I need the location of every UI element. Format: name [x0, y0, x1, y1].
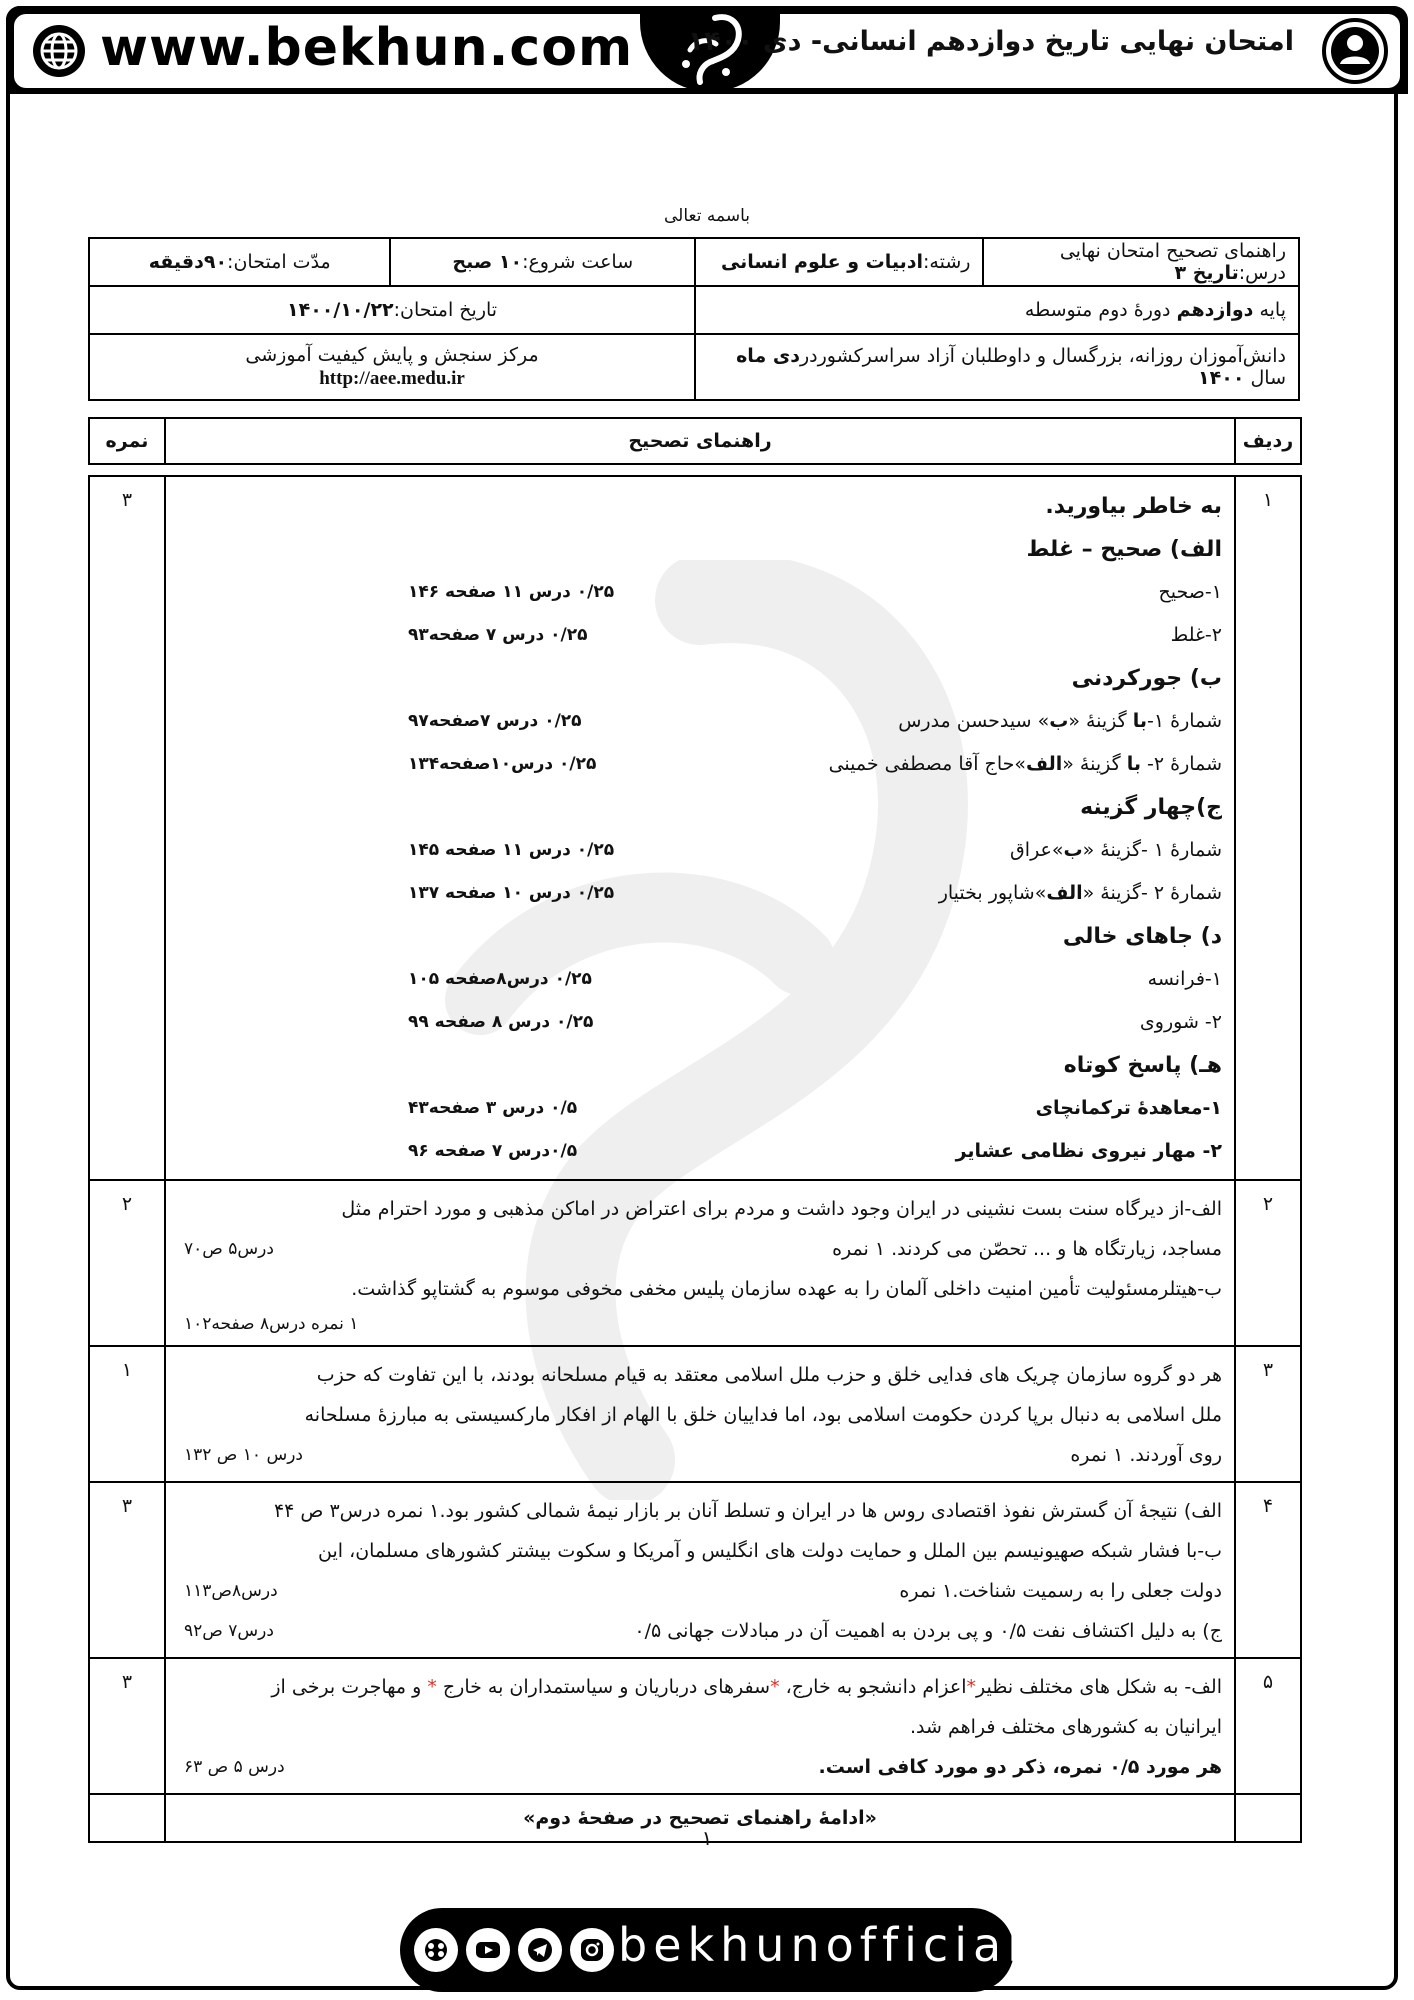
globe-icon	[30, 22, 88, 80]
question-score: ۳	[89, 476, 165, 1180]
youtube-icon[interactable]	[466, 1928, 510, 1972]
answer-line: الف-از دیرگاه سنت بست نشینی در ایران وجود داشت و مردم برای اعتراض در اماکن مذهبی و مورد احترام مثل	[341, 1198, 1222, 1220]
answer-line: شمارهٔ ۲- با گزینهٔ «الف»حاج آقا مصطفی خمینی ۰/۲۵ درس۱۰صفحه۱۳۴	[408, 753, 1222, 775]
answer-content	[165, 1658, 1235, 1794]
students-cell: دانش‌آموزان روزانه، بزرگسال و داوطلبان آزاد سراسرکشوردردی ماه سال ۱۴۰۰	[695, 334, 1299, 400]
aparat-icon[interactable]	[414, 1928, 458, 1972]
grade-cell: پایه دوازدهم دورهٔ دوم متوسطه	[695, 286, 1299, 334]
answer-line: ۱-فرانسه ۰/۲۵ درس۸صفحه ۱۰۵	[408, 968, 1222, 990]
continue-note: «ادامهٔ راهنمای تصحیح در صفحهٔ دوم»	[165, 1794, 1235, 1842]
page-number: ۱	[701, 1826, 713, 1850]
duration-cell: مدّت امتحان:۹۰دقیقه	[89, 238, 390, 286]
center-cell: مرکز سنجش و پایش کیفیت آموزشی http://aee.medu.ir	[89, 334, 695, 400]
question-score: ۳	[89, 1482, 165, 1658]
social-icons	[414, 1928, 614, 1972]
answer-table	[88, 417, 1302, 1843]
question-row-3	[89, 1346, 1301, 1482]
answer-line: ۱-صحیح ۰/۲۵ درس ۱۱ صفحه ۱۴۶	[408, 581, 1222, 603]
answer-line: مساجد، زیارتگاه ها و ... تحصّن می کردند. ۱ نمره درس۵ ص۷۰	[184, 1238, 1222, 1260]
score-header: نمره	[89, 418, 165, 464]
question-row-5	[89, 1658, 1301, 1794]
answer-content	[165, 476, 1235, 1180]
part-title: د) جاهای خالی	[1062, 924, 1222, 949]
telegram-icon[interactable]	[518, 1928, 562, 1972]
answer-line: ۲- شوروی ۰/۲۵ درس ۸ صفحه ۹۹	[408, 1011, 1222, 1033]
question-row-4	[89, 1482, 1301, 1658]
answer-line: هر مورد ۰/۵ نمره، ذکر دو مورد کافی است. درس ۵ ص ۶۳	[184, 1756, 1222, 1778]
answer-line: دولت جعلی را به رسمیت شناخت.۱ نمره درس۸ص۱۱۳	[184, 1580, 1222, 1602]
start-time-cell: ساعت شروع:۱۰ صبح	[390, 238, 695, 286]
course-cell: راهنمای تصحیح امتحان نهایی درس:تاریخ ۳	[983, 238, 1299, 286]
field-cell: رشته:ادبیات و علوم انسانی	[695, 238, 983, 286]
answer-line: ب-با فشار شبکه صهیونیسم بین الملل و حمایت دولت های انگلیس و آمریکا و سکوت بیشتر کشورهای مسلمان، این	[318, 1540, 1222, 1562]
question-number: ۵	[1235, 1658, 1301, 1794]
answer-content	[165, 1180, 1235, 1346]
center-url[interactable]: http://aee.medu.ir	[319, 368, 465, 389]
answer-line: الف- به شکل های مختلف نظیر*اعزام دانشجو به خارج، *سفرهای درباریان و سیاستمداران به خارج * و مهاجرت برخی از	[271, 1676, 1222, 1698]
answer-line: ج) به دلیل اکتشاف نفت ۰/۵ و پی بردن به اهمیت آن در مبادلات جهانی ۰/۵ درس۷ ص۹۲	[184, 1620, 1222, 1642]
answer-line: شمارهٔ ۱ -گزینهٔ «ب»عراق ۰/۲۵ درس ۱۱ صفحه ۱۴۵	[408, 839, 1222, 861]
basmala: باسمه تعالی	[664, 206, 750, 226]
part-title: ج)چهار گزینه	[1080, 795, 1222, 820]
question-number: ۲	[1235, 1180, 1301, 1346]
answer-content	[165, 1482, 1235, 1658]
answer-line: ۲-غلط ۰/۲۵ درس ۷ صفحه۹۳	[408, 624, 1222, 646]
question-score: ۲	[89, 1180, 165, 1346]
part-title: هـ) پاسخ کوتاه	[1063, 1053, 1222, 1078]
part-title: ب) جورکردنی	[1071, 666, 1222, 691]
question-row-2	[89, 1180, 1301, 1346]
exam-date-cell: تاریخ امتحان:۱۴۰۰/۱۰/۲۲	[89, 286, 695, 334]
answer-line: هر دو گروه سازمان چریک های فدایی خلق و حزب ملل اسلامی معتقد به قیام مسلحانه بودند، با این تفاوت که حزب	[316, 1364, 1222, 1386]
answer-line: الف) نتیجهٔ آن گسترش نفوذ اقتصادی روس ها در ایران و تسلط آنان بر بازار نیمهٔ شمالی کشور بود.۱ نمره درس۳ ص ۴۴	[273, 1500, 1222, 1522]
question-score: ۱	[89, 1346, 165, 1482]
answer-line: ب-هیتلرمسئولیت تأمین امنیت داخلی آلمان را به عهده سازمان پلیس مخفی مخوفی موسوم به گشتاپو گذاشت.	[351, 1278, 1222, 1300]
answer-line: شمارهٔ ۱-با گزینهٔ «ب» سیدحسن مدرس ۰/۲۵ درس ۷صفحه۹۷	[408, 710, 1222, 732]
instagram-icon[interactable]	[570, 1928, 614, 1972]
answer-line: روی آوردند. ۱ نمره درس ۱۰ ص ۱۳۲	[184, 1444, 1222, 1466]
exam-title: امتحان نهایی تاریخ دوازدهم انسانی- دی ۱۴۰۰	[687, 26, 1294, 57]
site-url[interactable]: www.bekhun.com	[100, 18, 634, 78]
question-number: ۴	[1235, 1482, 1301, 1658]
part-title: الف) صحیح – غلط	[1026, 537, 1222, 562]
answer-line: شمارهٔ ۲ -گزینهٔ «الف»شاپور بختیار ۰/۲۵ درس ۱۰ صفحه ۱۳۷	[408, 882, 1222, 904]
question-score: ۳	[89, 1658, 165, 1794]
row-header: ردیف	[1235, 418, 1301, 464]
answer-line: ایرانیان به کشورهای مختلف فراهم شد.	[909, 1716, 1222, 1738]
user-icon	[1322, 18, 1388, 84]
guide-header: راهنمای تصحیح	[165, 418, 1235, 464]
section-title: به خاطر بیاورید.	[1045, 494, 1222, 519]
question-row-1	[89, 476, 1301, 1180]
exam-info-table	[88, 237, 1300, 401]
footer-handle[interactable]: bekhunofficial	[618, 1918, 1026, 1972]
question-number: ۱	[1235, 476, 1301, 1180]
question-number: ۳	[1235, 1346, 1301, 1482]
answer-line: ۱-معاهدهٔ ترکمانچای ۰/۵ درس ۳ صفحه۴۳	[408, 1097, 1222, 1119]
answer-line: ملل اسلامی به دنبال برپا کردن حکومت اسلامی بود، اما فداییان خلق با الهام از افکار مارکسیستی به مبارزهٔ مسلحانه	[304, 1404, 1222, 1426]
answer-line: ۲- مهار نیروی نظامی عشایر ۰/۵درس ۷ صفحه ۹۶	[408, 1140, 1222, 1162]
answer-content	[165, 1346, 1235, 1482]
answer-line: ۱ نمره درس۸ صفحه۱۰۲	[184, 1314, 359, 1334]
